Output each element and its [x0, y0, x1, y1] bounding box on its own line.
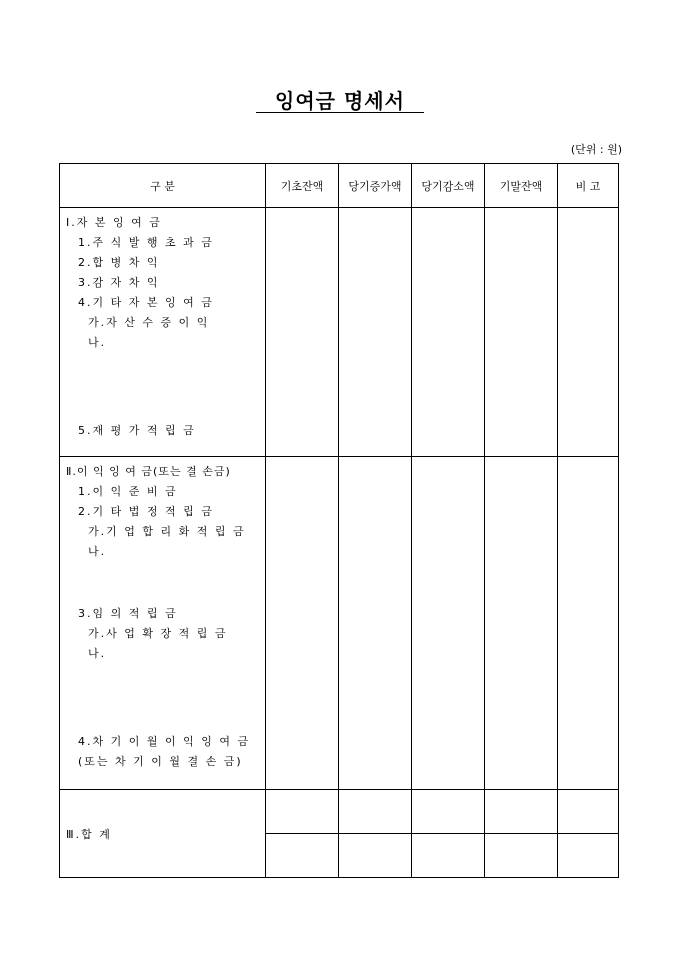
item-legal-reserve: 1.이 익 준 비 금	[78, 485, 178, 498]
retained-earnings-row	[60, 457, 619, 790]
remarks-cell	[558, 208, 619, 457]
sub-item-asset-donation-gain: 가.자 산 수 증 이 익	[88, 316, 210, 329]
sub-item-rationalization-reserve: 가.기 업 합 리 화 적 립 금	[88, 525, 246, 538]
amount-cell	[339, 208, 412, 457]
item-other-capital-surplus: 4.기 타 자 본 잉 여 금	[78, 296, 214, 309]
title-underline	[256, 112, 424, 113]
amount-cell	[485, 790, 558, 834]
sub-item-blank-b: 나.	[88, 336, 107, 349]
remarks-cell	[558, 834, 619, 878]
amount-cell	[412, 790, 485, 834]
amount-cell	[266, 457, 339, 790]
item-merger-gain: 2.합 병 차 익	[78, 256, 160, 269]
item-other-legal-reserve: 2.기 타 법 정 적 립 금	[78, 505, 214, 518]
total-row-1	[60, 790, 619, 834]
amount-cell	[339, 834, 412, 878]
header-decrease: 당기감소액	[412, 164, 485, 208]
amount-cell	[339, 457, 412, 790]
amount-cell	[339, 790, 412, 834]
page-title: 잉여금 명세서	[275, 89, 405, 113]
unit-label: (단위 : 원)	[570, 143, 622, 156]
remarks-cell	[558, 457, 619, 790]
header-increase: 당기증가액	[339, 164, 412, 208]
sub-item-blank-b: 나.	[88, 647, 107, 660]
amount-cell	[412, 457, 485, 790]
capital-surplus-heading: Ⅰ.자 본 잉 여 금	[66, 216, 162, 229]
item-undisposed-deficit: (또는 차 기 이 월 결 손 금)	[78, 755, 243, 768]
item-share-premium: 1.주 식 발 행 초 과 금	[78, 236, 214, 249]
retained-earnings-heading: Ⅱ.이 익 잉 여 금(또는 결 손금)	[66, 465, 231, 478]
header-remarks: 비 고	[558, 164, 619, 208]
remarks-cell	[558, 790, 619, 834]
amount-cell	[412, 834, 485, 878]
surplus-statement-table	[59, 163, 619, 878]
capital-surplus-row	[60, 208, 619, 457]
amount-cell	[266, 790, 339, 834]
header-category: 구 분	[60, 164, 266, 208]
amount-cell	[485, 834, 558, 878]
total-label: Ⅲ.합 계	[60, 790, 266, 878]
header-closing-balance: 기말잔액	[485, 164, 558, 208]
item-revaluation-reserve: 5.재 평 가 적 립 금	[78, 424, 196, 437]
amount-cell	[266, 834, 339, 878]
header-row	[60, 164, 619, 208]
capital-surplus-cell	[60, 208, 266, 457]
header-opening-balance: 기초잔액	[266, 164, 339, 208]
item-voluntary-reserve: 3.임 의 적 립 금	[78, 607, 178, 620]
retained-earnings-cell	[60, 457, 266, 790]
sub-item-blank-b: 나.	[88, 545, 107, 558]
sub-item-expansion-reserve: 가.사 업 확 장 적 립 금	[88, 627, 228, 640]
amount-cell	[266, 208, 339, 457]
item-capital-reduction-gain: 3.감 자 차 익	[78, 276, 160, 289]
amount-cell	[412, 208, 485, 457]
amount-cell	[485, 457, 558, 790]
item-unappropriated-retained-earnings: 4.차 기 이 월 이 익 잉 여 금	[78, 735, 251, 748]
amount-cell	[485, 208, 558, 457]
